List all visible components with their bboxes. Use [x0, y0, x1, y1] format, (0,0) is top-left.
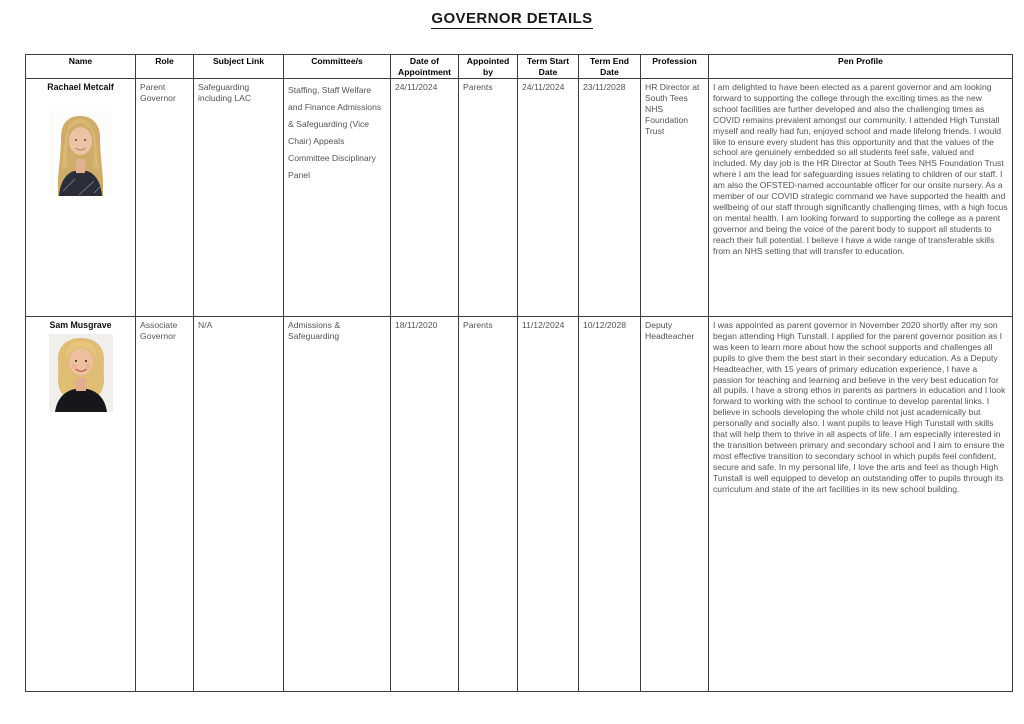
- date-of-appointment-cell: 24/11/2024: [391, 79, 459, 317]
- table-row-sam-musgrave: [26, 317, 1013, 692]
- term-start-date-cell: 24/11/2024: [518, 79, 579, 317]
- governor-name: Sam Musgrave: [49, 320, 112, 330]
- header-row: [26, 55, 1013, 79]
- name-cell: [26, 79, 136, 317]
- pen-profile-cell: I am delighted to have been elected as a parent governor and am looking forward to supporting the college through the exciting times as the new school facilities are further developed and also the challenging times as COVID remains prevalent amongst our community. I attended High Tunstall myself and really had fun, enjoyed school and made lifelong friends. I would like to ensure every student has this opportunity and that the values of the school are genuinely embedded so all students feel safe, valued and included. My day job is the HR Director at South Tees NHS Foundation Trust where I am the lead for safeguarding issues relating to children of our staff. I am also the OFSTED-named accountable officer for our onsite nursery. As a member of our COVID strategic command we have supported the health and wellbeing of our staff through significantly challenging times, with a high focus on mental health. I am looking forward to supporting the college as a parent governor and being the voice of the parent body to support all students to reach their full potential. I believe I have a wide range of transferable skills from an NHS setting that will transfer to education.: [709, 79, 1013, 317]
- appointed-by-cell: Parents: [459, 79, 518, 317]
- role-cell: Associate Governor: [136, 317, 194, 692]
- role-cell: Parent Governor: [136, 79, 194, 317]
- profession-cell: HR Director at South Tees NHS Foundation Trust: [641, 79, 709, 317]
- committees-cell: Admissions & Safeguarding: [284, 317, 391, 692]
- col-header-appointed-by: Appointed by: [459, 55, 518, 79]
- col-header-role: Role: [136, 55, 194, 79]
- governor-details-table: [25, 54, 1013, 692]
- term-end-date-cell: 23/11/2028: [579, 79, 641, 317]
- pen-profile-cell: I was appointed as parent governor in November 2020 shortly after my son began attending High Tunstall. I applied for the parent governor position as I was keen to learn more about how the school supports and challenges all pupils to give them the best start in their secondary education. As a Deputy Headteacher, with 15 years of primary education experience, I have a passion for teaching and learning and believe in the very best education for all pupils. I have a strong ethos in parents as partners in education and I look forward to working with the school to continue to develop parental links. I believe in schools developing the whole child not just academically but personally and socially also. I want pupils to leave High Tunstall with skills that will help them to thrive in all aspects of life. I am especially interested in the transition between primary and secondary school and I aim to ensure the most effective transition to secondary school in which pupils feel confident, secure and safe. In my personal life, I love the arts and feel as though High Tunstall is well equipped to develop an outstanding offer to pupils through its curriculum and state of the art facilities in its new school building.: [709, 317, 1013, 692]
- col-header-committees: Committee/s: [284, 55, 391, 79]
- term-start-date-cell: 11/12/2024: [518, 317, 579, 692]
- col-header-profession: Profession: [641, 55, 709, 79]
- governor-name: Rachael Metcalf: [47, 82, 114, 92]
- appointed-by-cell: Parents: [459, 317, 518, 692]
- col-header-term-end-date: Term End Date: [579, 55, 641, 79]
- profession-cell: Deputy Headteacher: [641, 317, 709, 692]
- col-header-term-start-date: Term Start Date: [518, 55, 579, 79]
- subject-link-cell: Safeguarding including LAC: [194, 79, 284, 317]
- governor-photo: [49, 111, 112, 196]
- table-row-rachael-metcalf: [26, 79, 1013, 317]
- col-header-date-of-appointment: Date of Appointment: [391, 55, 459, 79]
- committees-cell: Staffing, Staff Welfare and Finance Admissions & Safeguarding (Vice Chair) Appeals Committee Disciplinary Panel: [284, 79, 391, 317]
- governor-photo: [49, 334, 113, 412]
- col-header-name: Name: [26, 55, 136, 79]
- col-header-subject-link: Subject Link: [194, 55, 284, 79]
- name-cell: [26, 317, 136, 692]
- subject-link-cell: N/A: [194, 317, 284, 692]
- date-of-appointment-cell: 18/11/2020: [391, 317, 459, 692]
- col-header-pen-profile: Pen Profile: [709, 55, 1013, 79]
- page-title: GOVERNOR DETAILS: [431, 10, 593, 27]
- term-end-date-cell: 10/12/2028: [579, 317, 641, 692]
- page-title-wrap: [0, 10, 1024, 29]
